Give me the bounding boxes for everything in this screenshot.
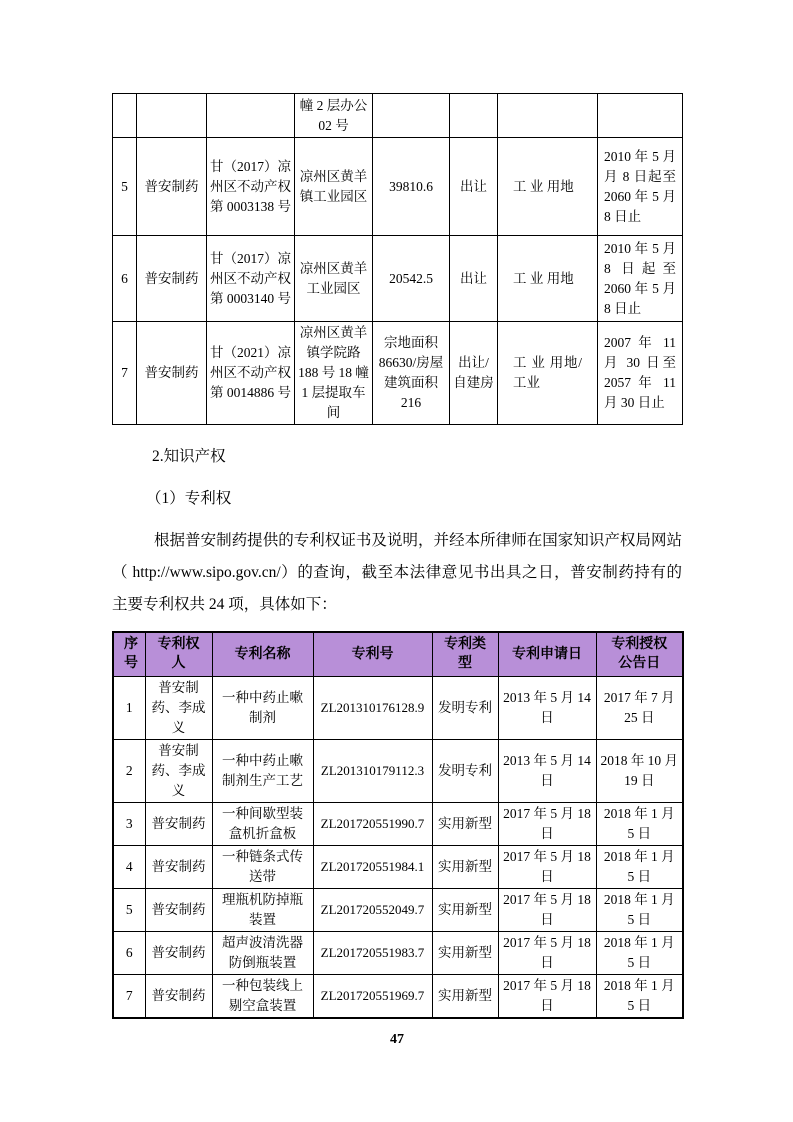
table-row <box>113 974 683 1018</box>
table-cell <box>207 94 295 138</box>
table-cell <box>373 94 450 138</box>
land-rights-table <box>112 93 683 425</box>
page-number: 47 <box>390 1031 404 1047</box>
column-header-name: 专利名称 <box>212 632 313 676</box>
table-row <box>113 676 683 739</box>
cell-patentee: 普安制药、李成义 <box>145 739 212 802</box>
cell-apply-date: 2017 年 5 月 18 日 <box>498 802 596 845</box>
table-row <box>113 888 683 931</box>
cell-patent-type: 实用新型 <box>432 888 498 931</box>
column-header-type: 专利类型 <box>432 632 498 676</box>
table-row <box>113 739 683 802</box>
cell-grant-date: 2017 年 7 月 25 日 <box>596 676 683 739</box>
cell-patent-name: 一种中药止嗽制剂 <box>212 676 313 739</box>
cell-patent-type: 发明专利 <box>432 676 498 739</box>
table-cell <box>598 94 683 138</box>
cell-row-no: 2 <box>113 739 145 802</box>
cell-cert-no: 甘（2017）凉州区不动产权第 0003140 号 <box>207 236 295 322</box>
section-heading-ip: 2.知识产权 <box>152 448 226 465</box>
cell-patent-number: ZL201310176128.9 <box>313 676 432 739</box>
sipo-url: http://www.sipo.gov.cn/ <box>132 564 281 581</box>
table-row <box>113 802 683 845</box>
cell-patentee: 普安制药 <box>145 845 212 888</box>
cell-grant-date: 2018 年 1 月 5 日 <box>596 931 683 974</box>
cell-row-no: 5 <box>113 138 137 236</box>
cell-location: 凉州区黄羊工业园区 <box>295 236 373 322</box>
cell-land-use: 工 业 用地 <box>498 138 598 236</box>
cell-patent-type: 实用新型 <box>432 845 498 888</box>
cell-apply-date: 2017 年 5 月 18 日 <box>498 845 596 888</box>
cell-row-no: 1 <box>113 676 145 739</box>
page-content <box>112 93 682 1048</box>
table-cell <box>137 94 207 138</box>
cell-area: 宗地面积 86630/房屋建筑面积 216 <box>373 322 450 425</box>
table-row <box>113 931 683 974</box>
cell-owner: 普安制药 <box>137 138 207 236</box>
cell-patent-number: ZL201720551969.7 <box>313 974 432 1018</box>
column-header-owner: 专利权人 <box>145 632 212 676</box>
cell-owner: 普安制药 <box>137 322 207 425</box>
cell-patent-number: ZL201720552049.7 <box>313 888 432 931</box>
cell-patent-number: ZL201720551984.1 <box>313 845 432 888</box>
cell-grant-date: 2018 年 1 月 5 日 <box>596 802 683 845</box>
section-heading-patent: （1）专利权 <box>146 490 232 507</box>
cell-patent-name: 一种链条式传送带 <box>212 845 313 888</box>
cell-patent-name: 超声波清洗器防倒瓶装置 <box>212 931 313 974</box>
cell-method: 出让 <box>450 138 498 236</box>
column-header-grant-date: 专利授权公告日 <box>596 632 683 676</box>
cell-apply-date: 2017 年 5 月 18 日 <box>498 888 596 931</box>
cell-patent-name: 一种包装线上剔空盒装置 <box>212 974 313 1018</box>
cell-method: 出让/自建房 <box>450 322 498 425</box>
table-row-continuation <box>113 94 683 138</box>
cell-row-no: 5 <box>113 888 145 931</box>
table-cell <box>113 94 137 138</box>
table-row <box>113 236 683 322</box>
cell-row-no: 3 <box>113 802 145 845</box>
paragraph-text-after-url: ）的查询，截至本法律意见书出具之日，普安制药持有的主要专利权共 24 项，具体如下： <box>112 564 682 613</box>
cell-patent-name: 理瓶机防掉瓶装置 <box>212 888 313 931</box>
table-cell <box>450 94 498 138</box>
table-cell <box>498 94 598 138</box>
paragraph-text-before-url: 根据普安制药提供的专利权证书及说明，并经本所律师在国家知识产权局网站（ <box>112 532 682 581</box>
column-header-no: 序号 <box>113 632 145 676</box>
cell-term: 2010 年 5 月 8 日起至 2060 年 5 月 8 日止 <box>598 236 683 322</box>
cell-cert-no: 甘（2017）凉州区不动产权第 0003138 号 <box>207 138 295 236</box>
column-header-number: 专利号 <box>313 632 432 676</box>
cell-patentee: 普安制药 <box>145 888 212 931</box>
table-row <box>113 138 683 236</box>
cell-grant-date: 2018 年 10 月 19 日 <box>596 739 683 802</box>
cell-row-no: 6 <box>113 931 145 974</box>
cell-land-use: 工 业 用地 <box>498 236 598 322</box>
cell-patentee: 普安制药 <box>145 974 212 1018</box>
cell-grant-date: 2018 年 1 月 5 日 <box>596 845 683 888</box>
table-row <box>113 322 683 425</box>
cell-area: 39810.6 <box>373 138 450 236</box>
cell-location: 凉州区黄羊镇学院路 188 号 18 幢 1 层提取车间 <box>295 322 373 425</box>
cell-row-no: 6 <box>113 236 137 322</box>
cell-term: 2010 年 5 月月 8 日起至 2060 年 5 月 8 日止 <box>598 138 683 236</box>
cell-patentee: 普安制药 <box>145 802 212 845</box>
cell-row-no: 7 <box>113 974 145 1018</box>
cell-location: 凉州区黄羊镇工业园区 <box>295 138 373 236</box>
table-row <box>113 845 683 888</box>
cell-owner: 普安制药 <box>137 236 207 322</box>
cell-grant-date: 2018 年 1 月 5 日 <box>596 974 683 1018</box>
cell-patent-type: 实用新型 <box>432 802 498 845</box>
cell-patent-type: 实用新型 <box>432 974 498 1018</box>
cell-apply-date: 2013 年 5 月 14 日 <box>498 739 596 802</box>
cell-method: 出让 <box>450 236 498 322</box>
cell-patent-number: ZL201720551983.7 <box>313 931 432 974</box>
cell-cert-no: 甘（2021）凉州区不动产权第 0014886 号 <box>207 322 295 425</box>
cell-row-no: 4 <box>113 845 145 888</box>
header-row <box>113 632 683 676</box>
cell-patent-number: ZL201720551990.7 <box>313 802 432 845</box>
cell-patentee: 普安制药、李成义 <box>145 676 212 739</box>
cell-patent-name: 一种中药止嗽制剂生产工艺 <box>212 739 313 802</box>
column-header-apply-date: 专利申请日 <box>498 632 596 676</box>
cell-patent-type: 实用新型 <box>432 931 498 974</box>
cell-patent-type: 发明专利 <box>432 739 498 802</box>
cell-grant-date: 2018 年 1 月 5 日 <box>596 888 683 931</box>
cell-term: 2007 年 11 月 30 日至 2057 年 11 月 30 日止 <box>598 322 683 425</box>
cell-apply-date: 2013 年 5 月 14 日 <box>498 676 596 739</box>
cell-apply-date: 2017 年 5 月 18 日 <box>498 974 596 1018</box>
cell-apply-date: 2017 年 5 月 18 日 <box>498 931 596 974</box>
cell-patent-number: ZL201310179112.3 <box>313 739 432 802</box>
cell-area: 20542.5 <box>373 236 450 322</box>
cell-patentee: 普安制药 <box>145 931 212 974</box>
table-cell-location-continued: 幢 2 层办公 02 号 <box>295 94 373 138</box>
intro-paragraph <box>112 525 682 621</box>
cell-row-no: 7 <box>113 322 137 425</box>
patent-table-header <box>113 632 683 676</box>
patent-table <box>112 631 684 1019</box>
cell-patent-name: 一种间歇型装盒机折盒板 <box>212 802 313 845</box>
cell-land-use: 工 业 用地/工业 <box>498 322 598 425</box>
